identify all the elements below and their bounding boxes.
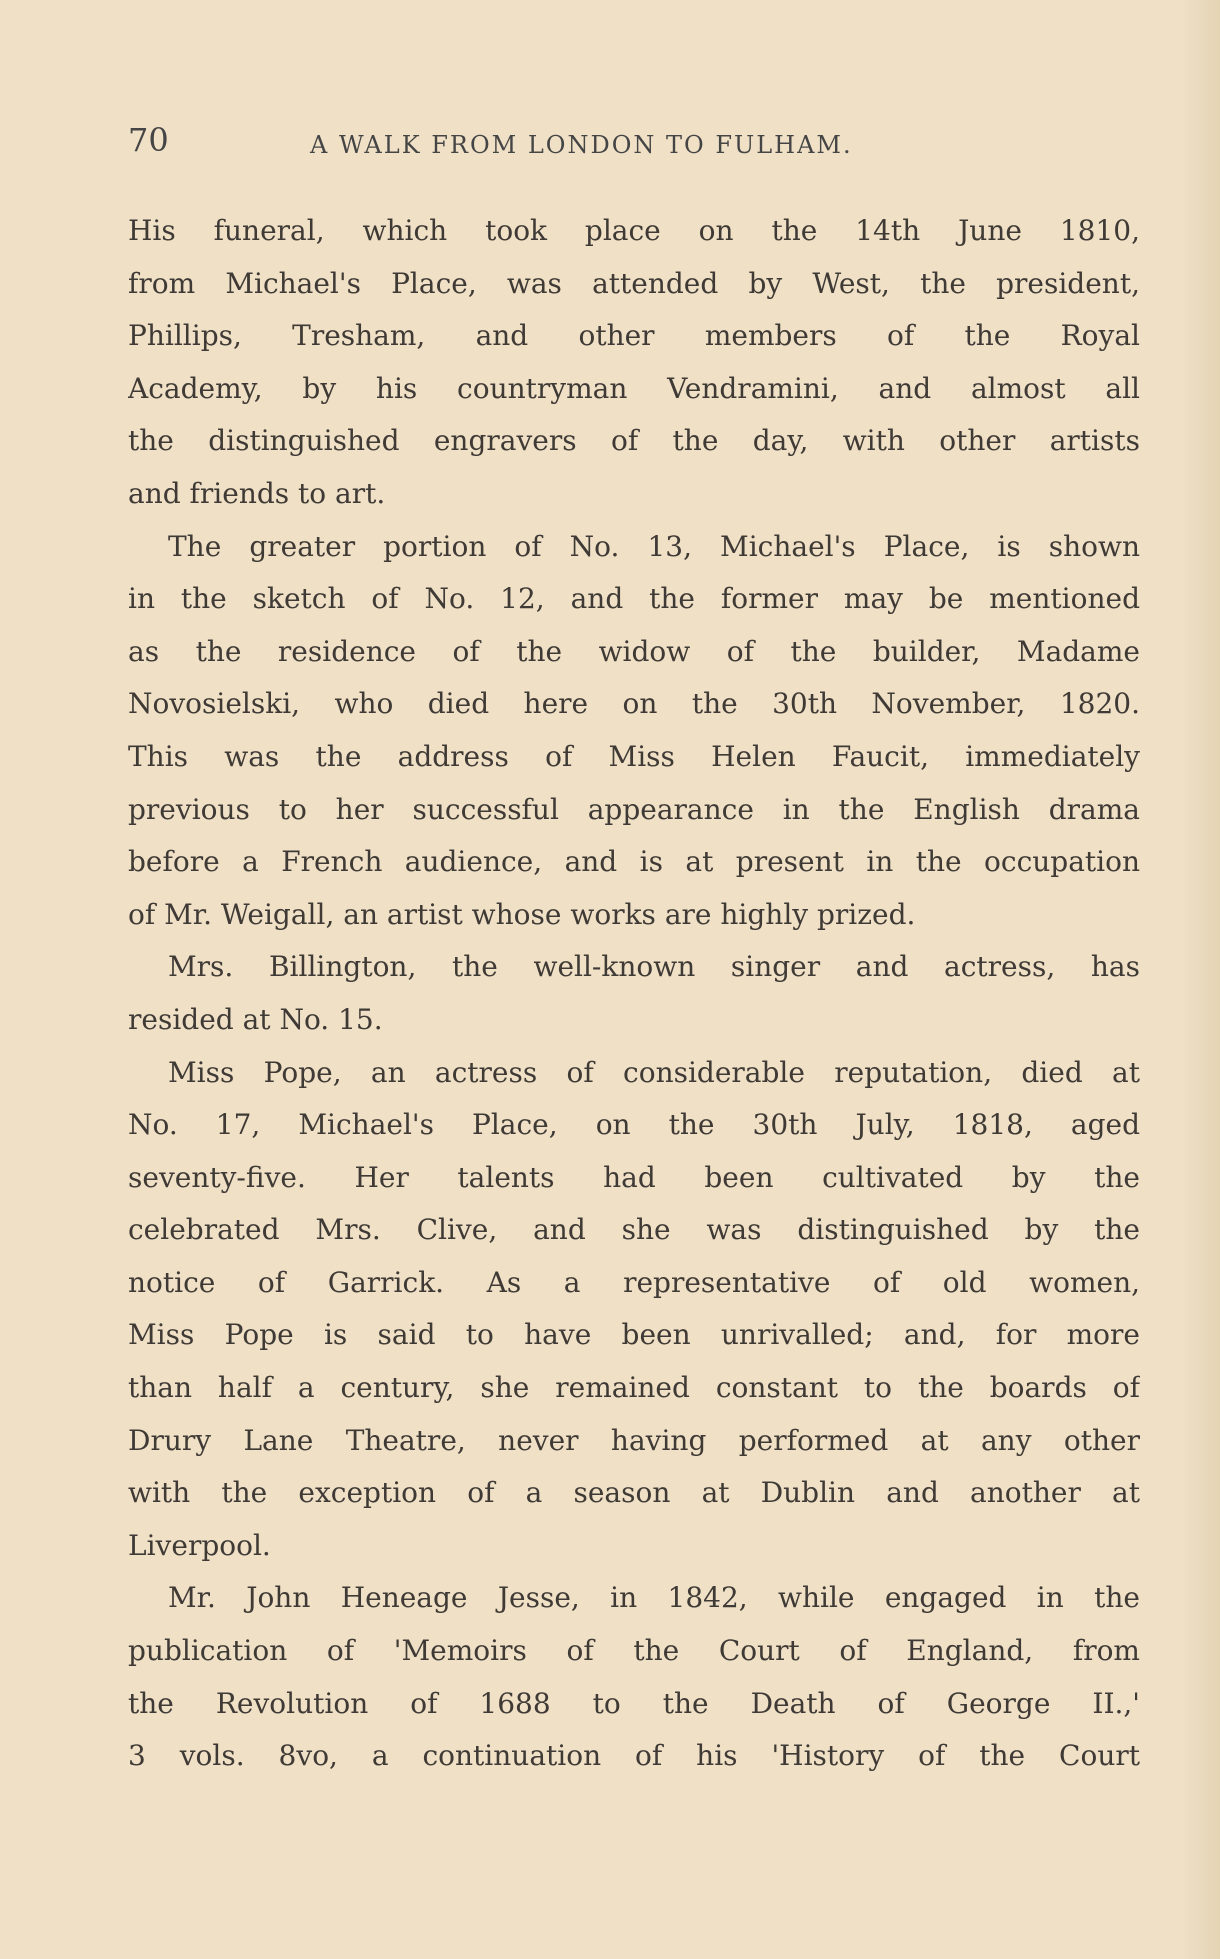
text-line: Mrs. Billington, the well-known singer and actress, has — [168, 950, 1140, 984]
text-line: seventy-five. Her talents had been cultivated by the — [128, 1160, 1140, 1194]
text-line: No. 17, Michael's Place, on the 30th July, 1818, aged — [128, 1108, 1140, 1142]
text-line: with the exception of a season at Dublin and another at — [128, 1476, 1140, 1510]
text-line: This was the address of Miss Helen Faucit, immediately — [128, 739, 1140, 773]
text-line: His funeral, which took place on the 14th June 1810, — [128, 214, 1140, 247]
text-line: of Mr. Weigall, an artist whose works are highly prized. — [128, 897, 916, 931]
text-line: as the residence of the widow of the builder, Madame — [128, 634, 1140, 668]
text-line: Novosielski, who died here on the 30th November, 1820. — [128, 687, 1140, 721]
text-line: than half a century, she remained constant to the boards of — [128, 1371, 1140, 1405]
text-line: resided at No. 15. — [128, 1002, 383, 1036]
text-line: Liverpool. — [128, 1528, 271, 1562]
running-head: A WALK FROM LONDON TO FULHAM. — [310, 131, 853, 159]
text-line: celebrated Mrs. Clive, and she was distinguished by the — [128, 1213, 1140, 1247]
page-edge-shadow — [1182, 0, 1220, 1959]
text-line: Mr. John Heneage Jesse, in 1842, while engaged in the — [168, 1581, 1140, 1615]
text-line: Phillips, Tresham, and other members of the Royal — [128, 319, 1140, 353]
text-line: the Revolution of 1688 to the Death of George II.,' — [128, 1686, 1140, 1720]
text-line: notice of Garrick. As a representative of old women, — [128, 1265, 1140, 1299]
text-line: and friends to art. — [128, 476, 386, 510]
text-line: previous to her successful appearance in the English drama — [128, 792, 1140, 826]
text-line: the distinguished engravers of the day, with other artists — [128, 424, 1140, 458]
text-line: in the sketch of No. 12, and the former may be mentioned — [128, 582, 1140, 616]
text-line: 3 vols. 8vo, a continuation of his 'History of the Court — [128, 1739, 1140, 1773]
text-line: Miss Pope, an actress of considerable reputation, died at — [168, 1055, 1140, 1089]
text-line: Academy, by his countryman Vendramini, and almost all — [128, 371, 1140, 405]
text-line: Miss Pope is said to have been unrivalled; and, for more — [128, 1318, 1140, 1352]
text-line: publication of 'Memoirs of the Court of England, from — [128, 1634, 1140, 1668]
page-number: 70 — [128, 121, 169, 159]
text-line: The greater portion of No. 13, Michael's Place, is shown — [168, 529, 1140, 563]
page-header — [128, 120, 1088, 164]
text-line: before a French audience, and is at present in the occupation — [128, 845, 1140, 879]
body-text — [128, 205, 1140, 1783]
text-line: Drury Lane Theatre, never having performed at any other — [128, 1423, 1140, 1457]
text-line: from Michael's Place, was attended by West, the president, — [128, 266, 1140, 300]
